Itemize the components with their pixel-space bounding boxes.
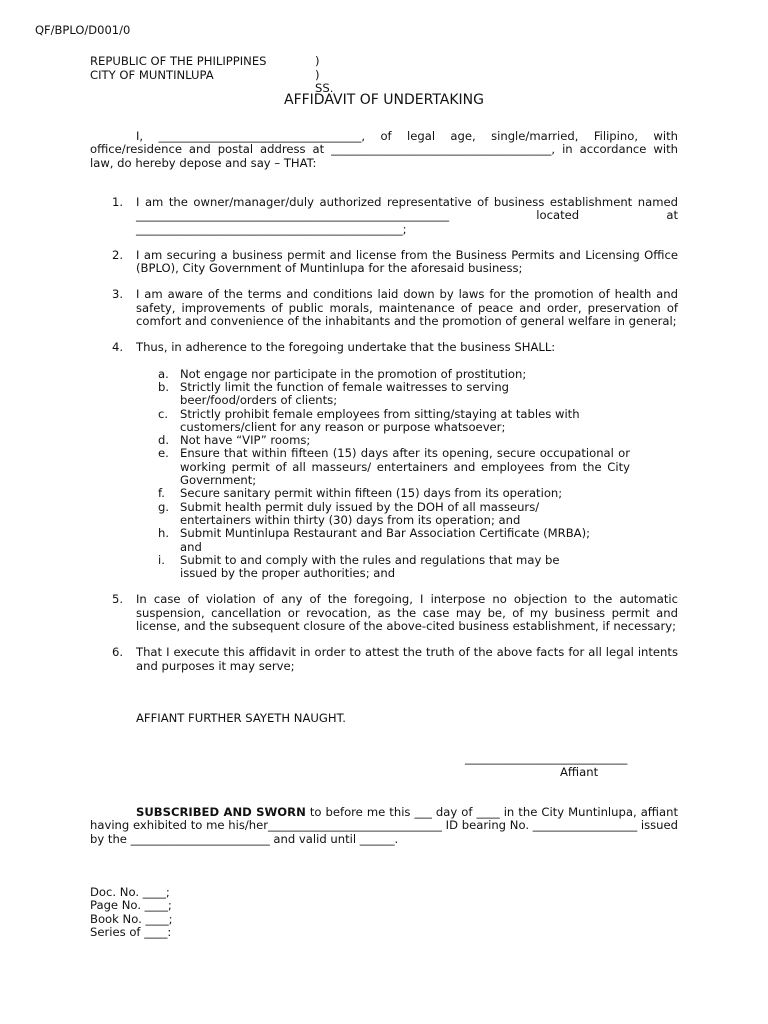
list-item [90, 646, 678, 673]
sub-letter: c. [158, 406, 169, 421]
undertaking-list [90, 196, 678, 673]
sub-text: Submit to and comply with the rules and regulations that may be issued by the proper authorities; and [180, 552, 560, 581]
signature-line: ____________________________ [465, 751, 628, 765]
item-text: I am aware of the terms and conditions laid down by laws for the promotion of health and safety, improvements of public morals, maintenance of peace and order, preservation of comfort and convenience of the inhabitants and the promotion of general welfare in general; [136, 287, 678, 329]
intro-paragraph [90, 130, 678, 170]
venue-republic: REPUBLIC OF THE PHILIPPINES [90, 54, 267, 68]
item-text: Thus, in adherence to the foregoing undertake that the business SHALL: [136, 340, 556, 355]
item-number: 3. [112, 287, 124, 302]
venue-city: CITY OF MUNTINLUPA [90, 67, 214, 82]
sub-item [90, 487, 678, 500]
venue-header [90, 54, 334, 95]
affiant-closing: AFFIANT FURTHER SAYETH NAUGHT. [136, 711, 346, 725]
item-text: In case of violation of any of the foregoing, I interpose no objection to the automatic suspension, cancellation or revocation, as the case may be, of my business permit and license, and the subsequent closure of the above-cited business establishment, if necessary; [136, 592, 678, 634]
sub-item [90, 381, 540, 408]
jurat-text: to before me this ___ day of ____ in the City Muntinlupa, affiant having exhibited to me his/her______________________________ ID bearing No. __________________ issued by the ________________________ and valid until ______. [90, 805, 679, 846]
sub-letter: e. [158, 446, 169, 461]
sub-letter: f. [158, 486, 165, 501]
intro-text: I, ___________________________________, of legal age, single/married, Filipino, with office/residence and postal address at ______________________________________, in accordance with law, do hereby depose and say – THAT: [90, 129, 678, 170]
venue-ss: ) SS. [315, 67, 334, 95]
venue-bracket: ) [315, 54, 320, 68]
sub-text: Secure sanitary permit within fifteen (15) days from its operation; [180, 486, 563, 501]
doc-no: Doc. No. ____; [90, 885, 170, 899]
item-number: 6. [112, 645, 124, 660]
list-item [90, 196, 678, 236]
document-code: QF/BPLO/D001/0 [35, 23, 131, 37]
item-text: I am the owner/manager/duly authorized representative of business establishment named ______________________________________________________ located at ______________________________________________; [136, 195, 678, 236]
sub-item [90, 527, 600, 554]
item-text: I am securing a business permit and license from the Business Permits and Licensing Office (BPLO), City Government of Muntinlupa for the aforesaid business; [136, 247, 678, 276]
sub-item [90, 434, 678, 447]
sub-list [90, 368, 678, 581]
item-number: 1. [112, 195, 124, 209]
jurat-paragraph [90, 806, 678, 846]
sub-text: Strictly prohibit female employees from sitting/staying at tables with customers/client for any reason or purpose whatsoever; [180, 406, 580, 434]
page-no: Page No. ____; [90, 898, 172, 913]
item-number: 4. [112, 340, 124, 355]
sub-letter: a. [158, 366, 169, 381]
sub-text: Ensure that within fifteen (15) days after its opening, secure occupational or working permit of all masseurs/ entertainers and employees from the City Government; [180, 446, 630, 488]
sub-text: Submit Muntinlupa Restaurant and Bar Association Certificate (MRBA); and [180, 526, 591, 554]
sub-letter: g. [158, 499, 170, 514]
sub-item [90, 501, 600, 528]
sub-text: Not have “VIP” rooms; [180, 433, 311, 448]
sub-letter: d. [158, 433, 170, 448]
affiant-label: Affiant [560, 765, 599, 779]
sub-letter: b. [158, 379, 170, 394]
sub-item [90, 408, 590, 435]
sub-text: Submit health permit duly issued by the DOH of all masseurs/ entertainers within thirty (30) days from its operation; and [180, 499, 540, 527]
item-number: 5. [112, 592, 124, 607]
series-of: Series of ____: [90, 924, 172, 939]
sub-item [90, 554, 600, 581]
sub-letter: i. [158, 552, 165, 567]
sub-text: Not engage nor participate in the promotion of prostitution; [180, 366, 527, 381]
list-item [90, 288, 678, 328]
notarial-register [90, 886, 173, 939]
sub-text: Strictly limit the function of female waitresses to serving beer/food/orders of clients; [180, 379, 510, 408]
sub-letter: h. [158, 526, 170, 541]
document-title: AFFIDAVIT OF UNDERTAKING [284, 92, 484, 108]
sub-item [90, 447, 630, 487]
list-item [90, 341, 678, 354]
sub-item [90, 368, 678, 381]
list-item [90, 593, 678, 633]
list-item [90, 249, 678, 276]
book-no: Book No. ____; [90, 911, 173, 926]
item-number: 2. [112, 247, 124, 262]
item-text: That I execute this affidavit in order to attest the truth of the above facts for all legal intents and purposes it may serve; [136, 645, 678, 673]
jurat-heading: SUBSCRIBED AND SWORN [136, 805, 306, 819]
